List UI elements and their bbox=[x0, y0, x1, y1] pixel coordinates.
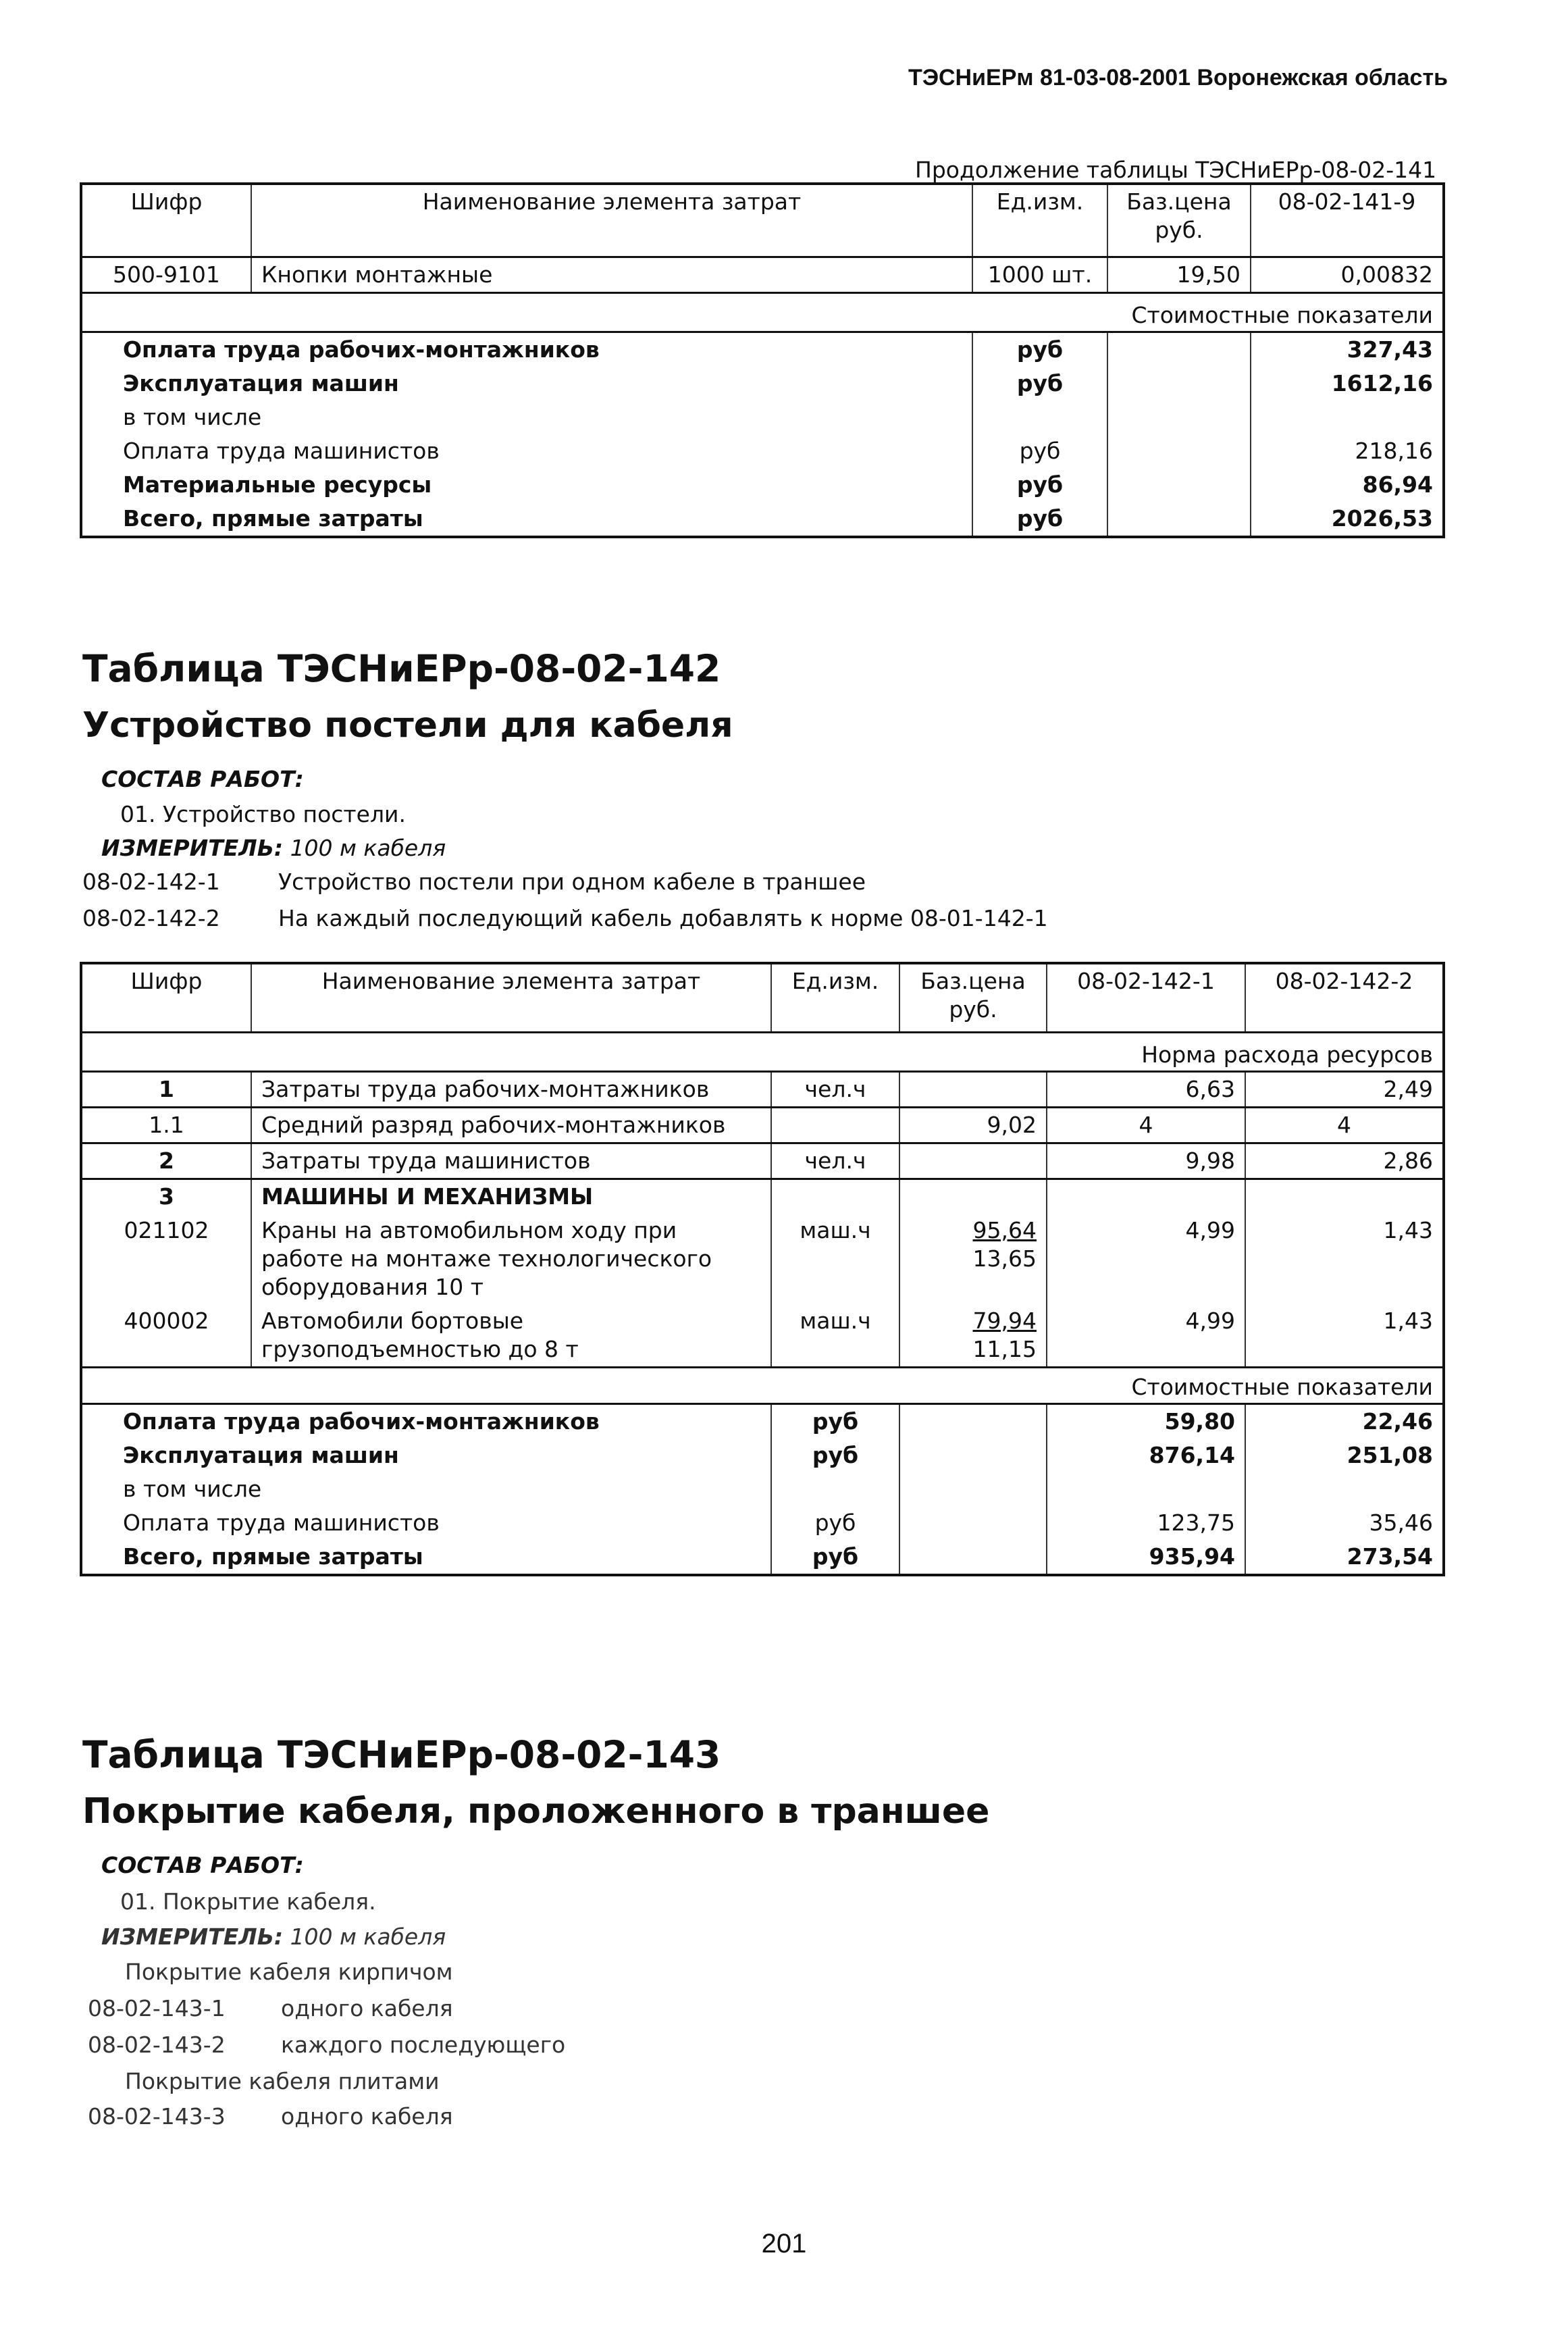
cost-row bbox=[81, 1506, 1444, 1540]
row-v2: 2,49 bbox=[1245, 1071, 1444, 1107]
row-name: Средний разряд рабочих-монтажников bbox=[251, 1107, 771, 1143]
cost-row bbox=[81, 367, 1444, 401]
table-row bbox=[81, 1214, 1444, 1304]
cost-unit: руб bbox=[972, 367, 1107, 401]
cost-row bbox=[81, 502, 1444, 537]
works-item: 01. Покрытие кабеля. bbox=[120, 1888, 376, 1915]
table-row bbox=[81, 1304, 1444, 1368]
section-143-title: Таблица ТЭСНиЕРр-08-02-143 bbox=[82, 1733, 721, 1776]
cost-v2: 22,46 bbox=[1245, 1403, 1444, 1439]
row-name: Затраты труда машинистов bbox=[251, 1143, 771, 1179]
row-name: Краны на автомобильном ходу при работе на монтаже технологического оборудования 10 т bbox=[251, 1214, 771, 1304]
cost-name: Оплата труда машинистов bbox=[123, 437, 440, 464]
row-code: 3 bbox=[159, 1183, 174, 1210]
cost-unit: руб bbox=[771, 1506, 899, 1540]
cost-value: 218,16 bbox=[1251, 434, 1444, 468]
row-code: 500-9101 bbox=[113, 261, 220, 288]
col-norm-1: 08-02-142-1 bbox=[1047, 963, 1245, 1032]
cost-unit: руб bbox=[972, 468, 1107, 502]
cost-row bbox=[81, 1439, 1444, 1472]
cost-unit: руб bbox=[972, 434, 1107, 468]
cost-v1: 123,75 bbox=[1047, 1506, 1245, 1540]
cost-name: в том числе bbox=[123, 1475, 262, 1502]
cost-row bbox=[81, 1472, 1444, 1506]
cost-name: Эксплуатация машин bbox=[123, 1441, 399, 1468]
row-v1: 4,99 bbox=[1047, 1214, 1245, 1304]
item-text: Устройство постели при одном кабеле в траншее bbox=[278, 869, 866, 895]
table-row bbox=[81, 1143, 1444, 1179]
cost-value: 327,43 bbox=[1251, 332, 1444, 367]
row-price: 95,64 13,65 bbox=[899, 1214, 1047, 1304]
col-price: Баз.цена руб. bbox=[899, 963, 1047, 1032]
cost-row bbox=[81, 434, 1444, 468]
row-unit: маш.ч bbox=[771, 1214, 899, 1304]
item-text: одного кабеля bbox=[281, 1995, 453, 2021]
row-v2: 1,43 bbox=[1245, 1304, 1444, 1368]
cost-name: Оплата труда рабочих-монтажников bbox=[123, 336, 600, 363]
col-unit: Ед.изм. bbox=[771, 963, 899, 1032]
table-row bbox=[81, 257, 1444, 292]
cost-row bbox=[81, 1540, 1444, 1575]
works-label: СОСТАВ РАБОТ: bbox=[101, 766, 304, 792]
row-v1: 6,63 bbox=[1047, 1071, 1245, 1107]
cost-v2: 35,46 bbox=[1245, 1506, 1444, 1540]
cost-v1: 876,14 bbox=[1047, 1439, 1245, 1472]
row-code: 1 bbox=[159, 1075, 174, 1102]
cost-value: 86,94 bbox=[1251, 468, 1444, 502]
table-row bbox=[81, 1107, 1444, 1143]
item-text: На каждый последующий кабель добавлять к норме 08-01-142-1 bbox=[278, 905, 1048, 931]
works-label: СОСТАВ РАБОТ: bbox=[101, 1852, 304, 1878]
cost-v2: 251,08 bbox=[1245, 1439, 1444, 1472]
row-v2: 1,43 bbox=[1245, 1214, 1444, 1304]
continuation-label: Продолжение таблицы ТЭСНиЕРр-08-02-141 bbox=[915, 157, 1437, 183]
col-norm: 08-02-141-9 bbox=[1251, 184, 1444, 257]
col-name: Наименование элемента затрат bbox=[251, 184, 972, 257]
cost-name: в том числе bbox=[123, 403, 262, 430]
row-unit: 1000 шт. bbox=[972, 257, 1107, 292]
cost-name: Оплата труда машинистов bbox=[123, 1509, 440, 1536]
meter-value: 100 м кабеля bbox=[290, 1924, 446, 1950]
cost-value: 1612,16 bbox=[1251, 367, 1444, 401]
table-142 bbox=[80, 962, 1445, 1576]
cost-unit: руб bbox=[771, 1540, 899, 1575]
page-header: ТЭСНиЕРм 81-03-08-2001 Воронежская область bbox=[908, 65, 1448, 91]
works-item: 01. Устройство постели. bbox=[120, 801, 406, 827]
meter-line bbox=[101, 1924, 446, 1950]
row-unit: чел.ч bbox=[771, 1143, 899, 1179]
row-value: 0,00832 bbox=[1251, 257, 1444, 292]
item-code: 08-02-142-2 bbox=[82, 905, 220, 931]
cost-v1: 59,80 bbox=[1047, 1403, 1245, 1439]
row-v2: 4 bbox=[1245, 1107, 1444, 1143]
col-code: Шифр bbox=[81, 184, 251, 257]
row-name: Автомобили бортовые грузоподъемностью до 8 т bbox=[251, 1304, 771, 1368]
section-143-subtitle: Покрытие кабеля, проложенного в траншее bbox=[82, 1791, 990, 1832]
item-code: 08-02-143-3 bbox=[88, 2103, 226, 2130]
row-name: МАШИНЫ И МЕХАНИЗМЫ bbox=[251, 1179, 771, 1214]
row-price: 79,94 11,15 bbox=[899, 1304, 1047, 1368]
table-header-row bbox=[81, 963, 1444, 1032]
table-141 bbox=[80, 182, 1445, 538]
row-v1: 4 bbox=[1047, 1107, 1245, 1143]
cost-row bbox=[81, 401, 1444, 434]
col-price: Баз.цена руб. bbox=[1107, 184, 1251, 257]
row-unit: маш.ч bbox=[771, 1304, 899, 1368]
col-name: Наименование элемента затрат bbox=[251, 963, 771, 1032]
cost-row bbox=[81, 332, 1444, 367]
cost-title: Стоимостные показатели bbox=[81, 292, 1444, 332]
row-code: 2 bbox=[159, 1147, 174, 1174]
cost-name: Эксплуатация машин bbox=[123, 369, 399, 396]
cost-unit: руб bbox=[972, 332, 1107, 367]
page-number: 201 bbox=[761, 2229, 807, 2259]
item-text: каждого последующего bbox=[281, 2032, 566, 2058]
item-code: 08-02-143-2 bbox=[88, 2032, 226, 2058]
cost-title: Стоимостные показатели bbox=[81, 1367, 1444, 1403]
cost-v1: 935,94 bbox=[1047, 1540, 1245, 1575]
section-142-title: Таблица ТЭСНиЕРр-08-02-142 bbox=[82, 647, 721, 690]
row-price: 19,50 bbox=[1107, 257, 1251, 292]
item-code: 08-02-143-1 bbox=[88, 1995, 226, 2021]
cost-name: Всего, прямые затраты bbox=[123, 505, 423, 532]
cost-unit: руб bbox=[771, 1403, 899, 1439]
meter-line bbox=[101, 835, 446, 861]
table-header-row bbox=[81, 184, 1444, 257]
section-142-subtitle: Устройство постели для кабеля bbox=[82, 705, 733, 746]
row-v2: 2,86 bbox=[1245, 1143, 1444, 1179]
meter-label: ИЗМЕРИТЕЛЬ: bbox=[101, 1924, 284, 1950]
group-label: Покрытие кабеля кирпичом bbox=[125, 1959, 453, 1985]
meter-label: ИЗМЕРИТЕЛЬ: bbox=[101, 835, 284, 861]
meter-value: 100 м кабеля bbox=[290, 835, 446, 861]
row-unit: чел.ч bbox=[771, 1071, 899, 1107]
table-row bbox=[81, 1179, 1444, 1214]
row-price: 9,02 bbox=[899, 1107, 1047, 1143]
cost-row bbox=[81, 1403, 1444, 1439]
cost-title-row bbox=[81, 292, 1444, 332]
cost-unit: руб bbox=[972, 502, 1107, 537]
item-code: 08-02-142-1 bbox=[82, 869, 220, 895]
col-norm-2: 08-02-142-2 bbox=[1245, 963, 1444, 1032]
item-text: одного кабеля bbox=[281, 2103, 453, 2130]
cost-value: 2026,53 bbox=[1251, 502, 1444, 537]
cost-title-row bbox=[81, 1367, 1444, 1403]
row-code: 400002 bbox=[124, 1307, 209, 1334]
cost-row bbox=[81, 468, 1444, 502]
table-row bbox=[81, 1071, 1444, 1107]
col-code: Шифр bbox=[81, 963, 251, 1032]
cost-unit: руб bbox=[771, 1439, 899, 1472]
group-label: Покрытие кабеля плитами bbox=[125, 2068, 440, 2094]
row-name: Кнопки монтажные bbox=[251, 257, 972, 292]
cost-v2: 273,54 bbox=[1245, 1540, 1444, 1575]
row-name: Затраты труда рабочих-монтажников bbox=[251, 1071, 771, 1107]
cost-name: Всего, прямые затраты bbox=[123, 1543, 423, 1570]
col-unit: Ед.изм. bbox=[972, 184, 1107, 257]
row-v1: 4,99 bbox=[1047, 1304, 1245, 1368]
row-code: 021102 bbox=[124, 1216, 209, 1243]
norm-title-row bbox=[81, 1032, 1444, 1071]
norm-title: Норма расхода ресурсов bbox=[81, 1032, 1444, 1071]
row-v1: 9,98 bbox=[1047, 1143, 1245, 1179]
cost-name: Оплата труда рабочих-монтажников bbox=[123, 1408, 600, 1435]
row-code: 1.1 bbox=[149, 1111, 184, 1138]
cost-name: Материальные ресурсы bbox=[123, 471, 432, 498]
